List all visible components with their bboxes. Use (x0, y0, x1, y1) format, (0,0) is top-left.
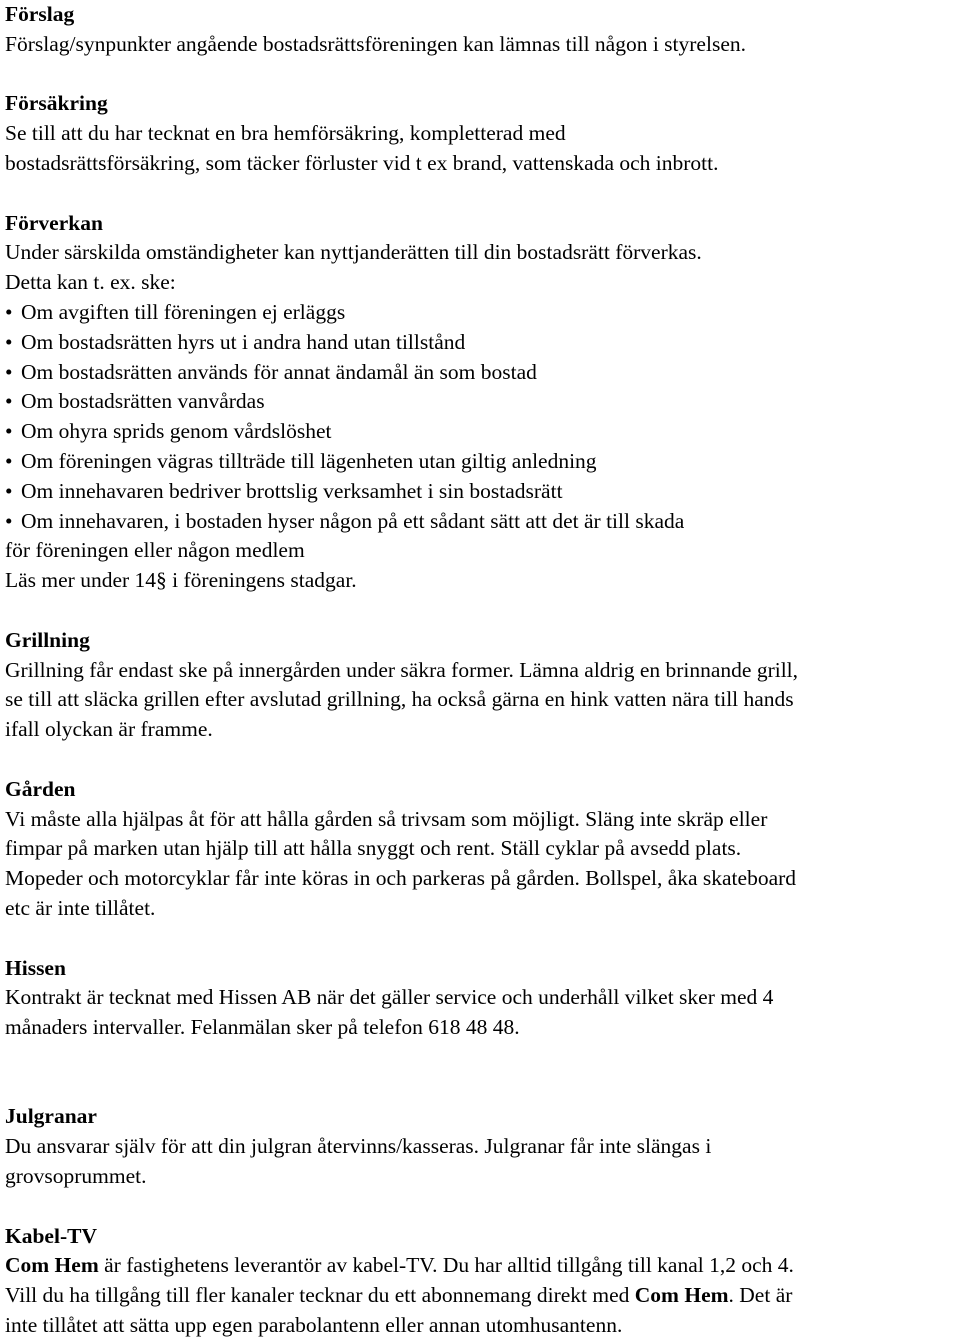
text-julgranar-2: grovsoprummet. (5, 1164, 147, 1189)
heading-garden: Gården (5, 776, 76, 801)
bullet-icon: • (5, 478, 13, 503)
section-forsakring (0, 89, 960, 178)
list-item: • Om bostadsrätten hyrs ut i andra hand utan tillstånd (5, 328, 960, 358)
text-garden-3: Mopeder och motorcyklar får inte köras in och parkeras på gården. Bollspel, åka skateboard (5, 866, 797, 891)
text-forsakring-2: bostadsrättsförsäkring, som täcker förluster vid t ex brand, vattenskada och inbrott. (5, 150, 719, 175)
heading-forslag: Förslag (5, 2, 75, 26)
bullet-icon: • (5, 448, 13, 473)
heading-kabeltv: Kabel-TV (5, 1223, 97, 1248)
section-forverkan (0, 209, 960, 596)
text-hissen-2: månaders intervaller. Felanmälan sker på telefon 618 48 48. (5, 1015, 520, 1040)
text-kabeltv-1: Com Hem är fastighetens leverantör av kabel-TV. Du har alltid tillgång till kanal 1,2 och 4. (5, 1253, 794, 1278)
text-garden-1: Vi måste alla hjälpas åt för att hålla gården så trivsam som möjligt. Släng inte skräp eller (5, 806, 768, 831)
text-forslag: Förslag/synpunkter angående bostadsrättsföreningen kan lämnas till någon i styrelsen. (5, 31, 746, 56)
text-kabeltv-3: inte tillåtet att sätta upp egen parabolantenn eller annan utomhusantenn. (5, 1313, 623, 1338)
list-item: • Om föreningen vägras tillträde till lägenheten utan giltig anledning (5, 447, 960, 477)
heading-forsakring: Försäkring (5, 91, 108, 116)
bullet-icon: • (5, 329, 13, 354)
text-garden-2: fimpar på marken utan hjälp till att hålla snyggt och rent. Ställ cyklar på avsedd plats. (5, 836, 742, 861)
list-item: • Om avgiften till föreningen ej erläggs (5, 298, 960, 328)
list-item: • Om ohyra sprids genom vårdslöshet (5, 417, 960, 447)
text-hissen-1: Kontrakt är tecknat med Hissen AB när det gäller service och underhåll vilket sker med 4 (5, 985, 774, 1010)
text-forsakring-1: Se till att du har tecknat en bra hemförsäkring, kompletterad med (5, 121, 566, 146)
text-julgranar-1: Du ansvarar själv för att din julgran återvinns/kasseras. Julgranar får inte slängas i (5, 1134, 712, 1159)
section-kabeltv (0, 1222, 960, 1341)
section-garden (0, 775, 960, 924)
heading-grillning: Grillning (5, 627, 90, 652)
bullet-icon: • (5, 419, 13, 444)
bullet-icon: • (5, 508, 13, 533)
bullet-icon: • (5, 299, 13, 324)
heading-hissen: Hissen (5, 955, 66, 980)
bullet-icon: • (5, 359, 13, 384)
text-forverkan-continuation: för föreningen eller någon medlem (5, 538, 305, 563)
text-forverkan-footer: Läs mer under 14§ i föreningens stadgar. (5, 568, 357, 593)
bullet-list (5, 298, 960, 536)
text-kabeltv-2: Vill du ha tillgång till fler kanaler tecknar du ett abonnemang direkt med Com Hem. Det är (5, 1283, 793, 1308)
section-forslag (0, 0, 960, 60)
brand-com-hem: Com Hem (634, 1283, 729, 1308)
list-item: • Om bostadsrätten vanvårdas (5, 387, 960, 417)
text-grillning-3: ifall olyckan är framme. (5, 717, 213, 742)
brand-com-hem: Com Hem (5, 1253, 99, 1278)
list-item: • Om innehavaren, i bostaden hyser någon på ett sådant sätt att det är till skada (5, 507, 960, 537)
text-grillning-2: se till att släcka grillen efter avslutad grillning, ha också gärna en hink vatten nära till hands (5, 687, 794, 712)
text-forverkan-1: Under särskilda omständigheter kan nyttjanderätten till din bostadsrätt förverkas. (5, 240, 702, 265)
heading-julgranar: Julgranar (5, 1104, 97, 1129)
list-item: • Om innehavaren bedriver brottslig verksamhet i sin bostadsrätt (5, 477, 960, 507)
text-garden-4: etc är inte tillåtet. (5, 895, 156, 920)
section-grillning (0, 626, 960, 745)
bullet-icon: • (5, 389, 13, 414)
list-item: • Om bostadsrätten används för annat ändamål än som bostad (5, 358, 960, 388)
text-grillning-1: Grillning får endast ske på innergården under säkra former. Lämna aldrig en brinnande grill, (5, 657, 799, 682)
section-hissen (0, 954, 960, 1043)
text-forverkan-2: Detta kan t. ex. ske: (5, 270, 176, 295)
heading-forverkan: Förverkan (5, 210, 103, 235)
section-julgranar (0, 1102, 960, 1191)
